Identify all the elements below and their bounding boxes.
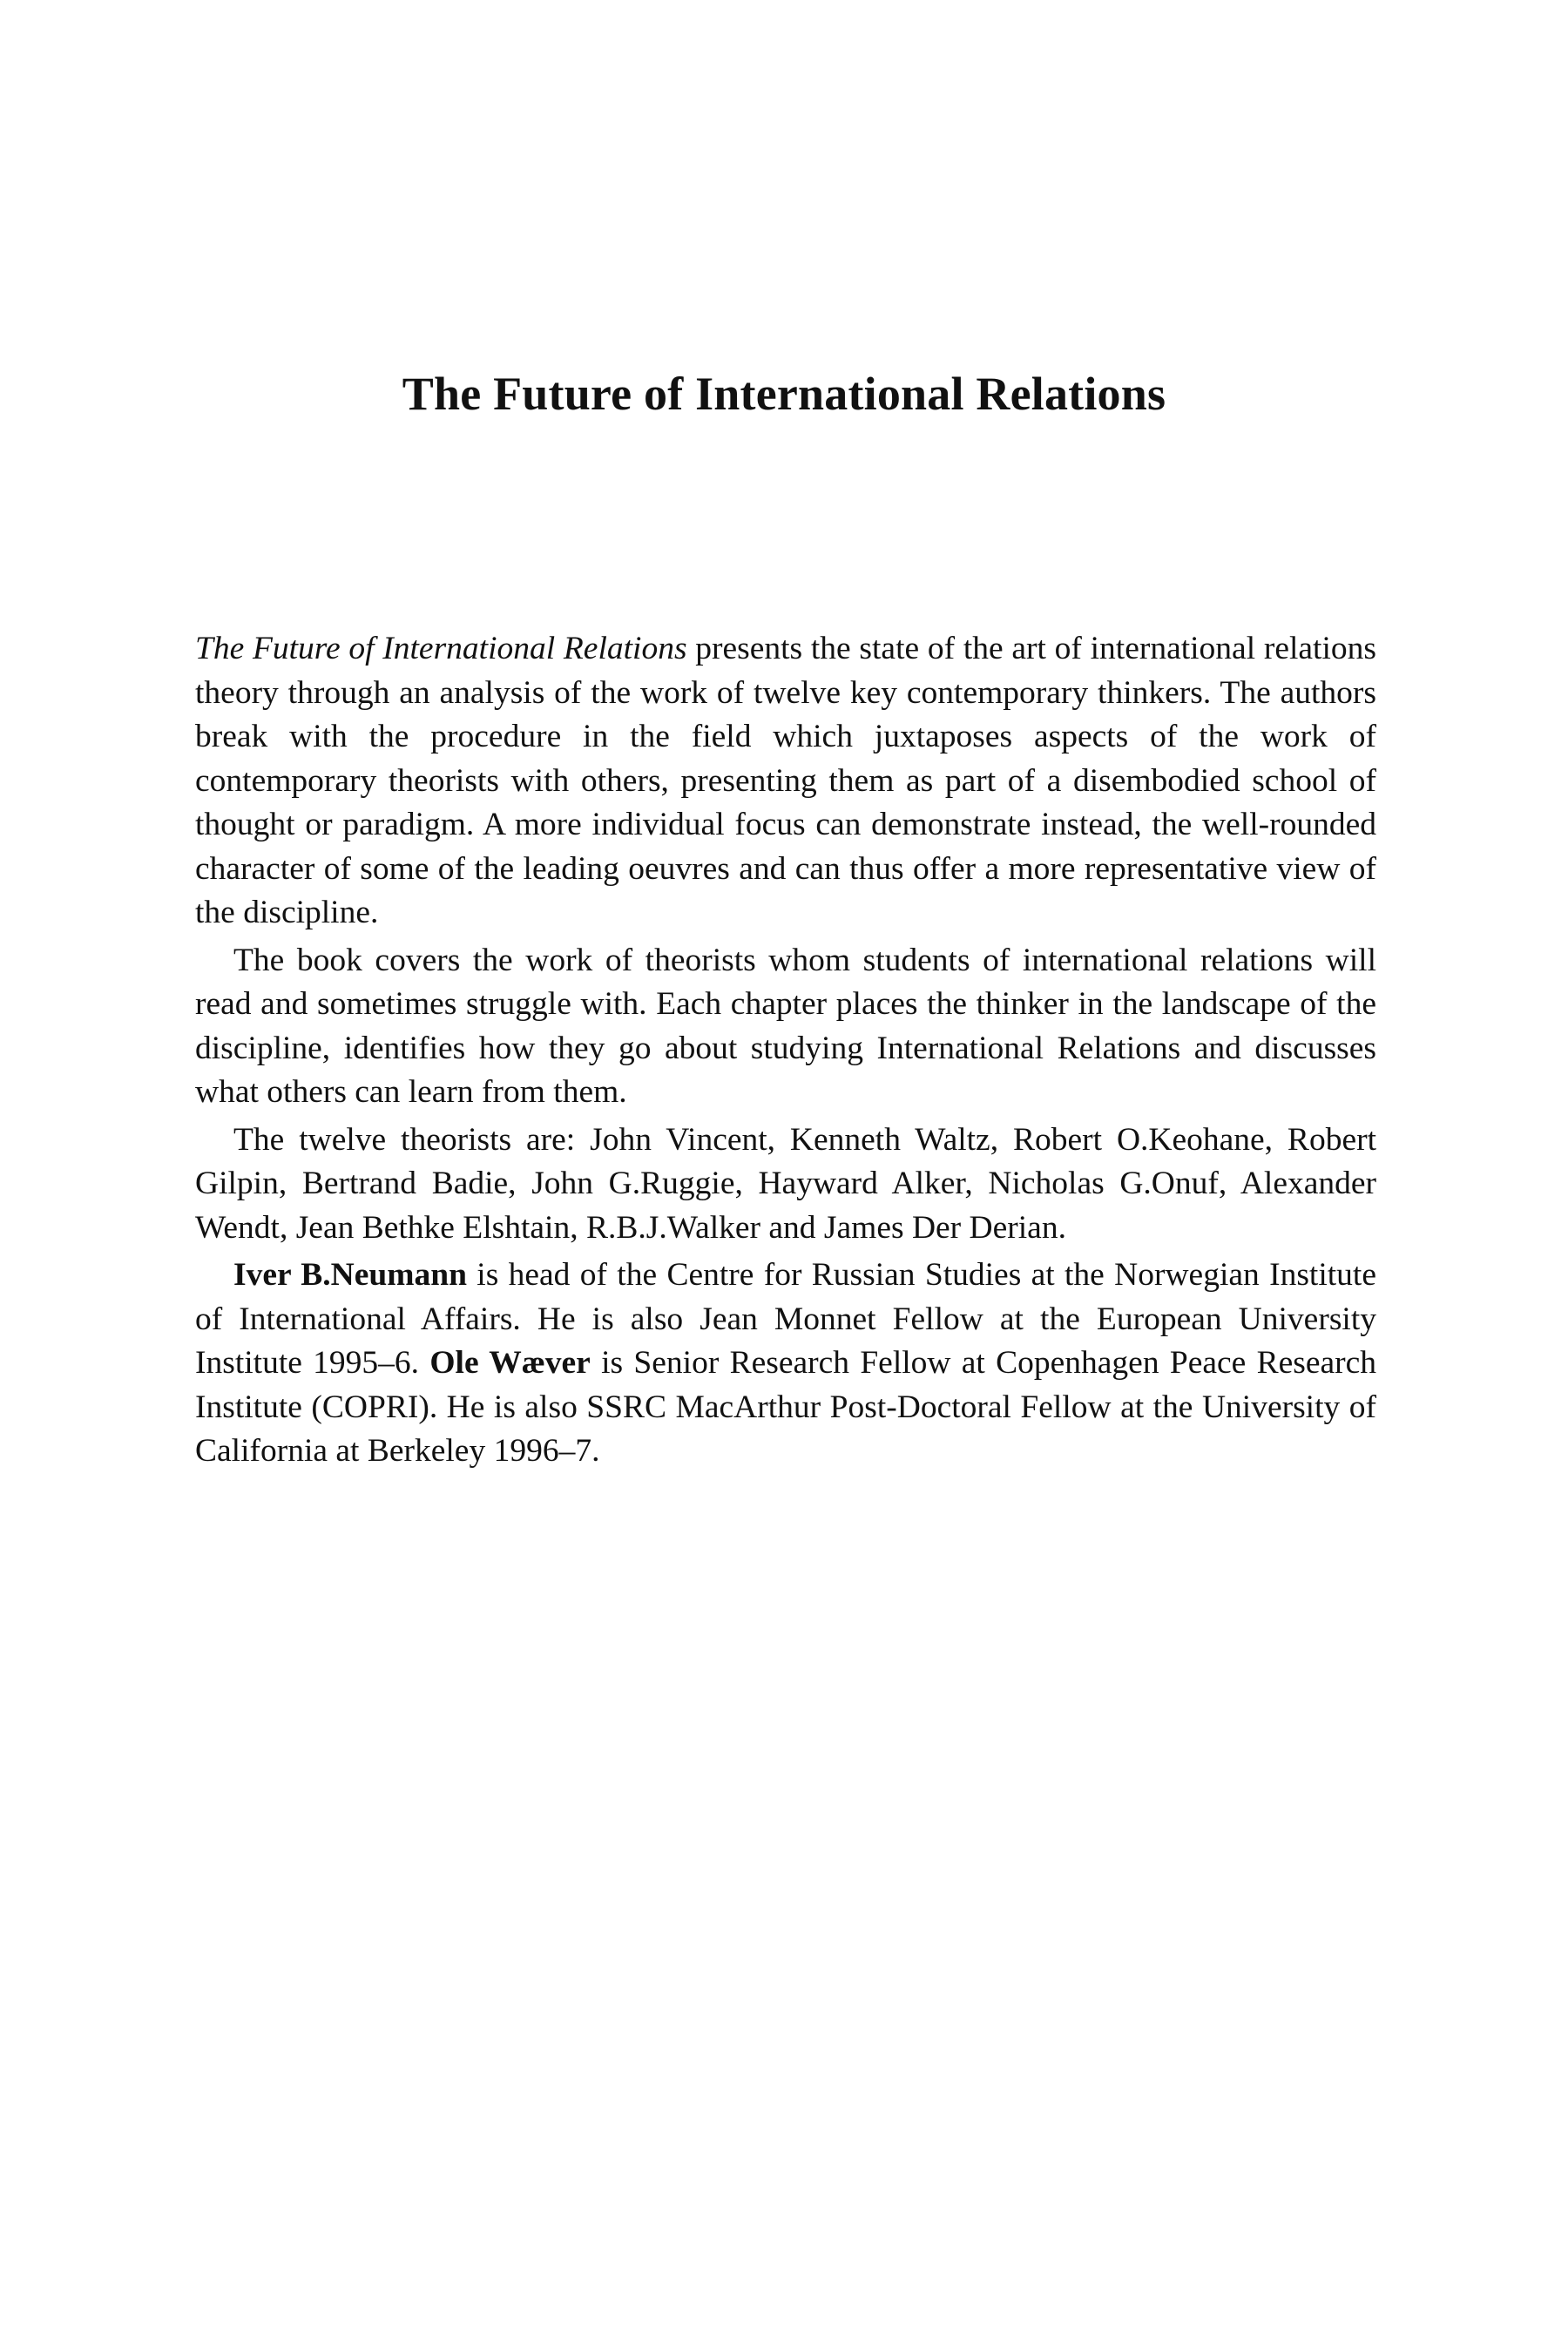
author-bio-neumann: is head of the Centre for Russian Studies at the Norwegian Institute of International Affairs. He is also Jean Monnet Fellow at the European University Institute 1995–6. (195, 1257, 1376, 1381)
summary-text: presents the state of the art of international relations theory through an analysis of the work of twelve key contemporary thinkers. The authors break with the procedure in the field which juxtaposes aspects of the work of contemporary theorists with others, presenting them as part of a disembodied school of thought or paradigm. A more individual focus can demonstrate instead, the well-rounded character of some of the leading oeuvres and can thus offer a more representative view of the discipline. (195, 631, 1376, 930)
paragraph-authors (195, 1254, 1376, 1474)
author-bio-waever: is Senior Research Fellow at Copenhagen Peace Research Institute (COPRI). He is also SSRC MacArthur Post-Doctoral Fellow at the University of California at Berkeley 1996–7. (195, 1345, 1376, 1469)
author-name-neumann: Iver B.Neumann (233, 1257, 467, 1293)
book-description (195, 627, 1376, 1477)
paragraph-theorists: The twelve theorists are: John Vincent, Kenneth Waltz, Robert O.Keohane, Robert Gilpin, Bertrand Badie, John G.Ruggie, Hayward Alker, Nicholas G.Onuf, Alexander Wendt, Jean Bethke Elshtain, R.B.J.Walker and James Der Derian. (195, 1121, 1376, 1246)
paragraph-summary (195, 627, 1376, 936)
author-name-waever: Ole Wæver (429, 1345, 591, 1381)
book-title-italic: The Future of International Relations (195, 631, 687, 666)
page-title: The Future of International Relations (402, 368, 1166, 420)
paragraph-coverage: The book covers the work of theorists whom students of international relations will read and sometimes struggle with. Each chapter places the thinker in the landscape of the discipline, identifies how they go about studying International Relations and discusses what others can learn from them. (195, 942, 1376, 1110)
